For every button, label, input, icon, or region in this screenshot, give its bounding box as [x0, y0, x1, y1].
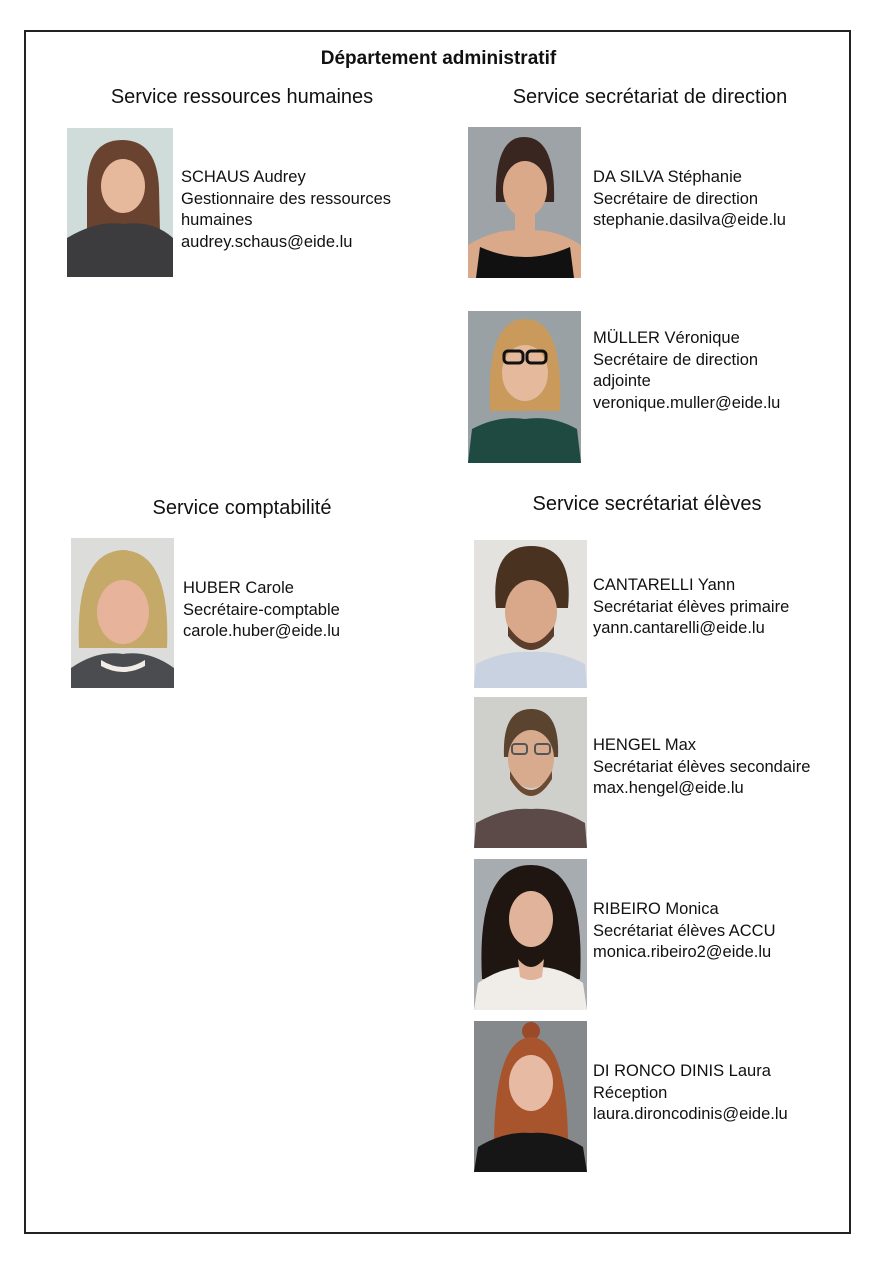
photo-hengel: [474, 697, 587, 848]
contact-dironco: [593, 1061, 833, 1126]
person-name: DI RONCO DINIS Laura: [593, 1062, 771, 1080]
person-email[interactable]: veronique.muller@eide.lu: [593, 393, 781, 412]
section-title-eleves: Service secrétariat élèves: [532, 493, 762, 515]
contact-huber: [183, 578, 413, 643]
photo-muller: [468, 311, 581, 463]
person-role: Secrétaire de direction: [593, 189, 759, 208]
person-email[interactable]: yann.cantarelli@eide.lu: [593, 619, 765, 637]
person-email[interactable]: laura.dironcodinis@eide.lu: [593, 1105, 788, 1123]
page-title: Département administratif: [320, 48, 557, 69]
person-role: Secrétariat élèves primaire: [593, 597, 790, 616]
person-email[interactable]: audrey.schaus@eide.lu: [181, 232, 353, 251]
person-name: SCHAUS Audrey: [181, 168, 306, 186]
person-role: Secrétariat élèves secondaire: [593, 757, 811, 776]
photo-schaus: [67, 128, 173, 277]
contact-muller: [593, 328, 793, 414]
contact-schaus: [181, 167, 421, 253]
photo-dironco: [474, 1021, 587, 1172]
person-name: DA SILVA Stéphanie: [593, 168, 742, 186]
person-name: HENGEL Max: [593, 736, 696, 754]
person-role: Gestionnaire des ressources humaines: [181, 189, 392, 229]
contact-ribeiro: [593, 899, 833, 964]
person-name: CANTARELLI Yann: [593, 576, 736, 594]
person-role: Secrétariat élèves ACCU: [593, 921, 776, 940]
person-email[interactable]: monica.ribeiro2@eide.lu: [593, 943, 772, 961]
person-name: MÜLLER Véronique: [593, 329, 740, 347]
section-title-direction: Service secrétariat de direction: [512, 86, 788, 108]
contact-cantarelli: [593, 575, 833, 640]
contact-hengel: [593, 735, 838, 800]
person-name: RIBEIRO Monica: [593, 900, 719, 918]
person-name: HUBER Carole: [183, 579, 294, 597]
person-role: Secrétaire-comptable: [183, 600, 340, 619]
person-email[interactable]: stephanie.dasilva@eide.lu: [593, 211, 786, 229]
photo-ribeiro: [474, 859, 587, 1010]
contact-dasilva: [593, 167, 833, 232]
photo-dasilva: [468, 127, 581, 278]
person-role: Réception: [593, 1083, 668, 1102]
photo-huber: [71, 538, 174, 688]
photo-cantarelli: [474, 540, 587, 688]
section-title-rh: Service ressources humaines: [110, 86, 374, 108]
person-role: Secrétaire de direction adjointe: [593, 350, 759, 390]
section-title-comptabilite: Service comptabilité: [152, 497, 332, 519]
person-email[interactable]: carole.huber@eide.lu: [183, 622, 341, 640]
person-email[interactable]: max.hengel@eide.lu: [593, 779, 744, 797]
